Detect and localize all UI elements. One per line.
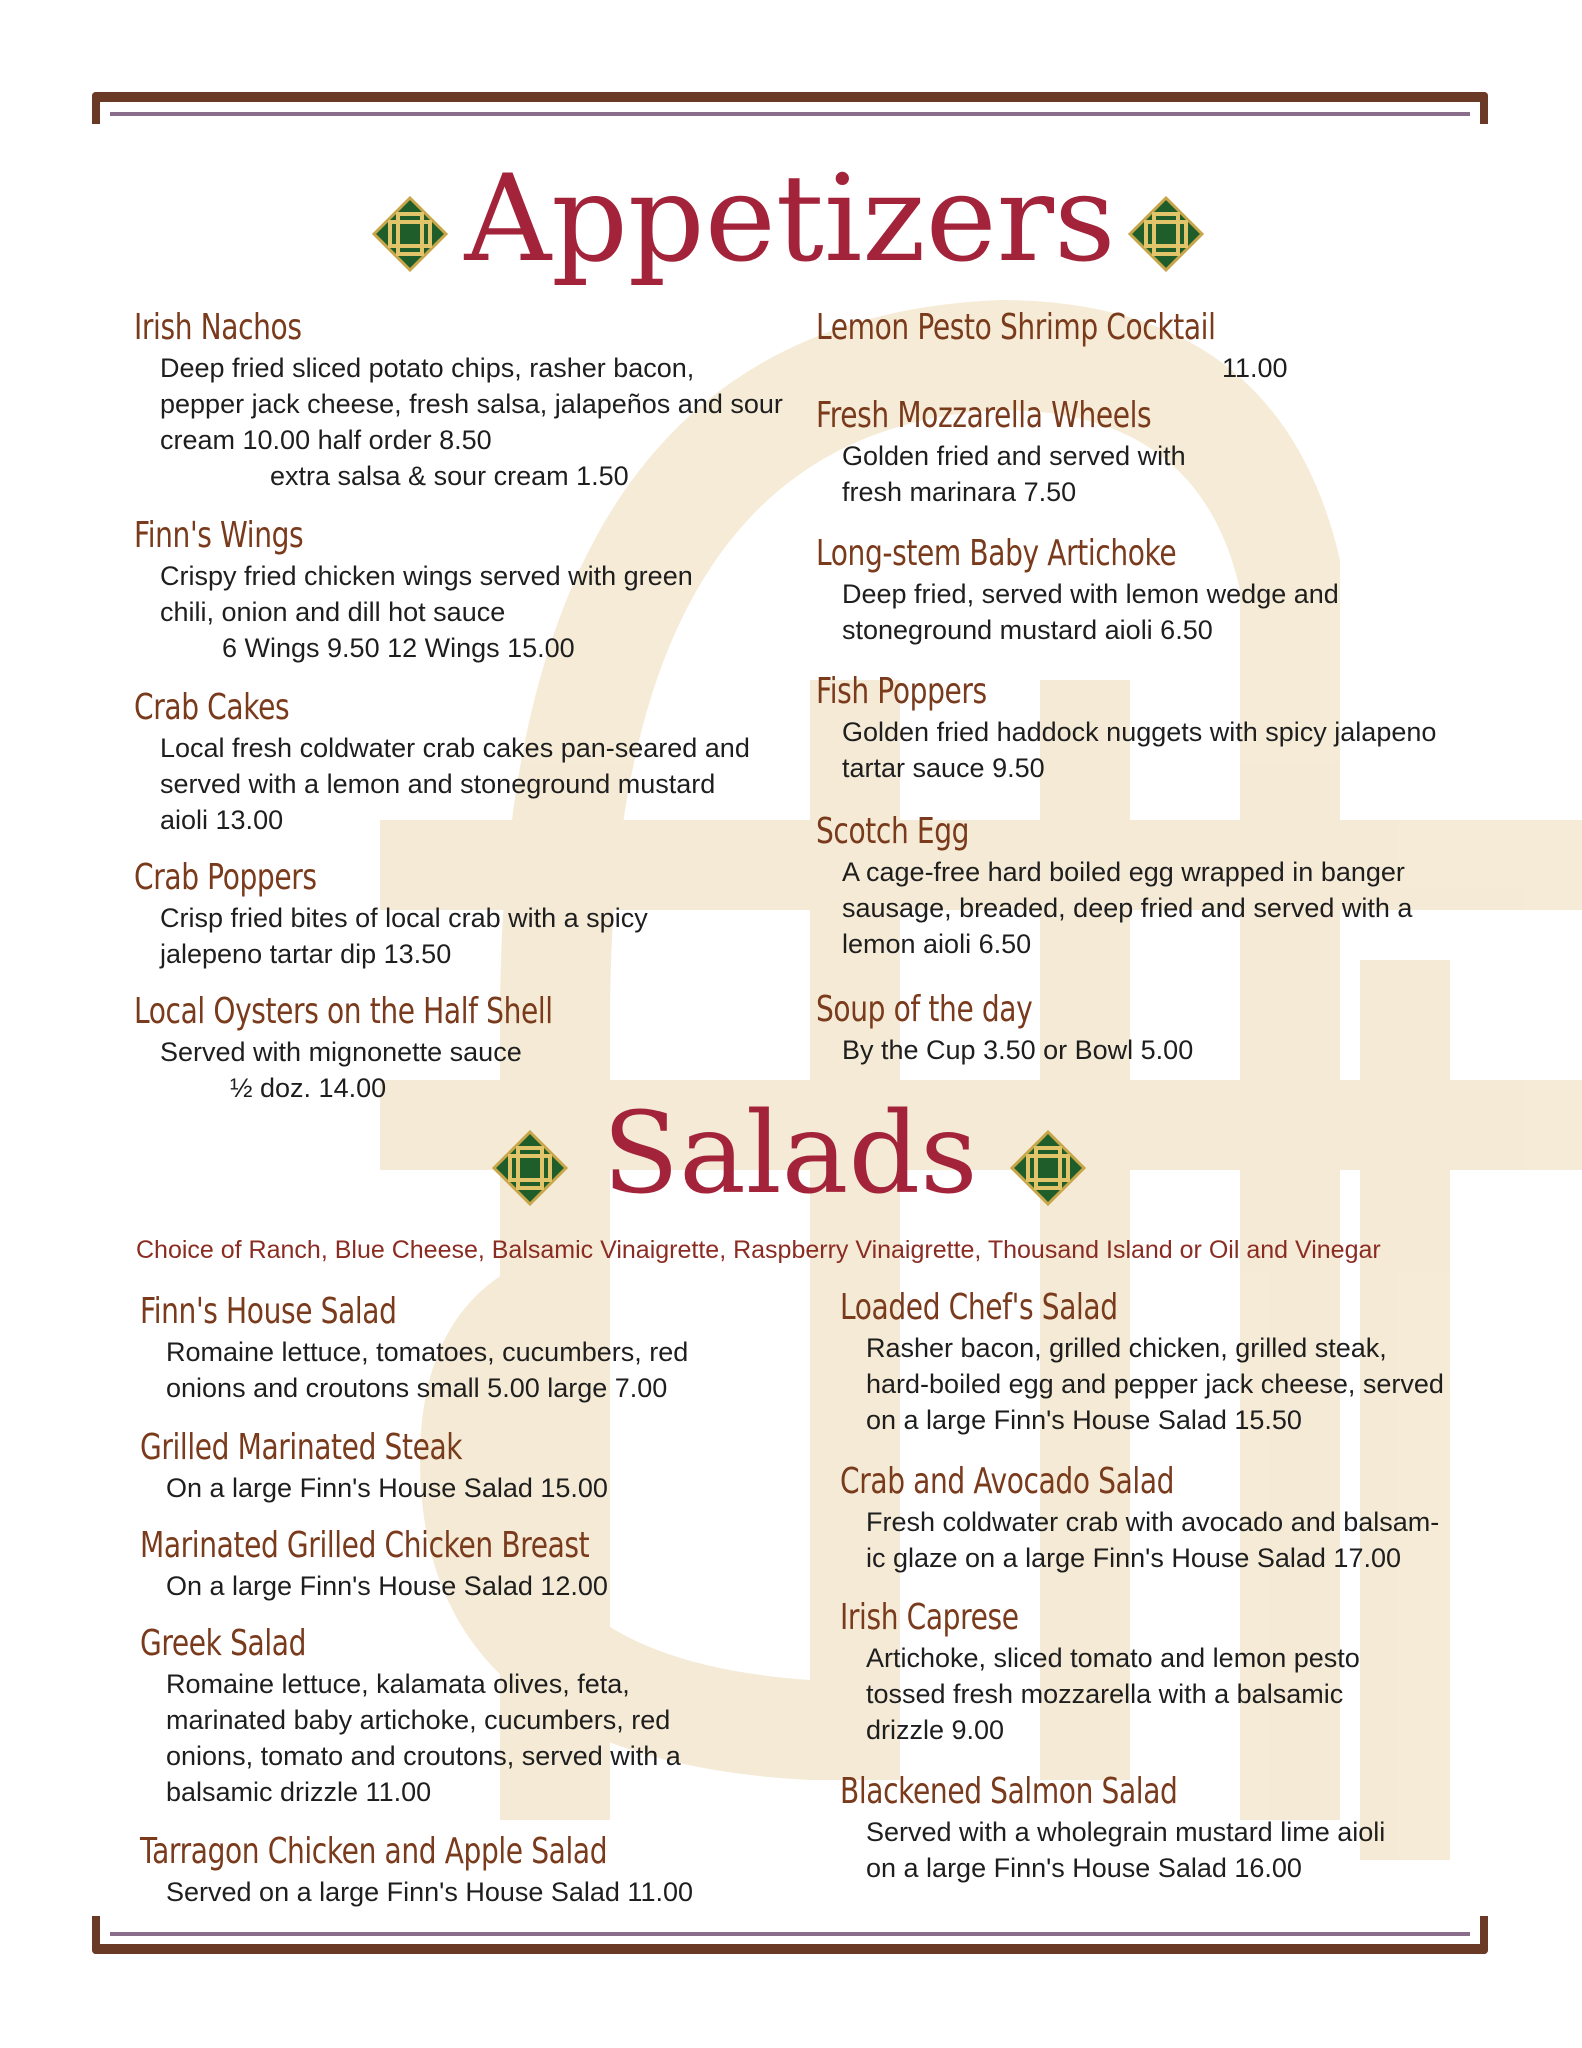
item-description: Golden fried haddock nuggets with spicy jalapeno tartar sauce 9.50 xyxy=(842,717,1437,783)
item-description: On a large Finn's House Salad 15.00 xyxy=(166,1473,608,1503)
item-name: Fish Poppers xyxy=(816,671,987,712)
menu-item xyxy=(134,686,750,838)
menu-item xyxy=(134,990,671,1106)
menu-item xyxy=(134,514,693,666)
item-name: Local Oysters on the Half Shell xyxy=(134,991,553,1032)
item-description: Served with a wholegrain mustard lime aioli on a large Finn's House Salad 16.00 xyxy=(866,1817,1386,1883)
celtic-knot-icon xyxy=(372,196,448,272)
item-name: Greek Salad xyxy=(140,1623,307,1664)
item-description: Fresh coldwater crab with avocado and balsam- ic glaze on a large Finn's House Salad 17.00 xyxy=(866,1507,1440,1573)
item-description: Served with mignonette sauce xyxy=(160,1037,522,1067)
item-description: Crispy fried chicken wings served with green chili, onion and dill hot sauce xyxy=(160,561,693,627)
menu-item xyxy=(840,1286,1444,1438)
item-extra: 6 Wings 9.50 12 Wings 15.00 xyxy=(222,633,575,663)
item-extra: ½ doz. 14.00 xyxy=(230,1073,387,1103)
menu-item xyxy=(140,1830,739,1910)
item-name: Crab Cakes xyxy=(134,687,290,728)
item-description: Crisp fried bites of local crab with a spicy jalepeno tartar dip 13.50 xyxy=(160,903,648,969)
item-description: Deep fried sliced potato chips, rasher bacon, pepper jack cheese, fresh salsa, jalapeños and sour cream 10.00 half order 8.50 xyxy=(160,353,783,455)
item-description: Deep fried, served with lemon wedge and stoneground mustard aioli 6.50 xyxy=(842,579,1339,645)
celtic-knot-icon xyxy=(1010,1130,1086,1206)
item-name: Blackened Salmon Salad xyxy=(840,1771,1178,1812)
menu-item xyxy=(816,532,1339,648)
bottom-border xyxy=(92,1916,1488,1954)
dressing-choices: Choice of Ranch, Blue Cheese, Balsamic Vinaigrette, Raspberry Vinaigrette, Thousand Island or Oil and Vinegar xyxy=(136,1236,1381,1264)
item-name: Finn's House Salad xyxy=(140,1291,397,1332)
item-name: Soup of the day xyxy=(816,989,1033,1030)
item-description: Served on a large Finn's House Salad 11.00 xyxy=(166,1877,693,1907)
item-extra: extra salsa & sour cream 1.50 xyxy=(270,461,629,491)
menu-item xyxy=(134,306,783,494)
item-description: On a large Finn's House Salad 12.00 xyxy=(166,1571,608,1601)
menu-item xyxy=(140,1290,688,1406)
item-name: Loaded Chef's Salad xyxy=(840,1287,1118,1328)
celtic-knot-icon xyxy=(492,1130,568,1206)
menu-item xyxy=(816,810,1412,962)
item-name: Finn's Wings xyxy=(134,515,304,556)
celtic-knot-icon xyxy=(1128,196,1204,272)
top-border xyxy=(92,92,1488,124)
item-name: Irish Nachos xyxy=(134,307,302,348)
item-description: Local fresh coldwater crab cakes pan-seared and served with a lemon and stoneground mustard aioli 13.00 xyxy=(160,733,750,835)
salads-title: Salads xyxy=(602,1089,978,1219)
item-name: Long-stem Baby Artichoke xyxy=(816,533,1177,574)
menu-item xyxy=(140,1524,716,1604)
item-name: Crab Poppers xyxy=(134,857,317,898)
item-extra: 11.00 xyxy=(1222,353,1288,383)
menu-item xyxy=(816,670,1436,786)
menu-item xyxy=(840,1596,1360,1748)
item-name: Grilled Marinated Steak xyxy=(140,1427,463,1468)
item-description: Golden fried and served with fresh marinara 7.50 xyxy=(842,441,1186,507)
item-description: Rasher bacon, grilled chicken, grilled steak, hard-boiled egg and pepper jack cheese, served on a large Finn's House Salad 15.50 xyxy=(866,1333,1444,1435)
item-description: Romaine lettuce, tomatoes, cucumbers, red onions and croutons small 5.00 large 7.00 xyxy=(166,1337,689,1403)
item-name: Marinated Grilled Chicken Breast xyxy=(140,1525,590,1566)
item-description: A cage-free hard boiled egg wrapped in banger sausage, breaded, deep fried and served with a lemon aioli 6.50 xyxy=(842,857,1413,959)
appetizers-title: Appetizers xyxy=(464,150,1116,289)
menu-item xyxy=(816,306,1328,386)
item-name: Irish Caprese xyxy=(840,1597,1019,1638)
menu-item xyxy=(816,394,1246,510)
menu-item xyxy=(140,1426,608,1506)
menu-item xyxy=(840,1460,1439,1576)
menu-item xyxy=(816,988,1193,1068)
item-name: Scotch Egg xyxy=(816,811,970,852)
menu-item xyxy=(134,856,648,972)
item-name: Lemon Pesto Shrimp Cocktail xyxy=(816,307,1216,348)
item-description: Romaine lettuce, kalamata olives, feta, marinated baby artichoke, cucumbers, red onions, tomato and croutons, served with a balsamic drizzle 11.00 xyxy=(166,1669,681,1807)
item-name: Fresh Mozzarella Wheels xyxy=(816,395,1152,436)
item-name: Crab and Avocado Salad xyxy=(840,1461,1175,1502)
item-name: Tarragon Chicken and Apple Salad xyxy=(140,1831,608,1872)
item-description: Artichoke, sliced tomato and lemon pesto tossed fresh mozzarella with a balsamic drizzle 9.00 xyxy=(866,1643,1360,1745)
menu-item xyxy=(140,1622,681,1810)
item-description: By the Cup 3.50 or Bowl 5.00 xyxy=(842,1035,1194,1065)
menu-item xyxy=(840,1770,1385,1886)
